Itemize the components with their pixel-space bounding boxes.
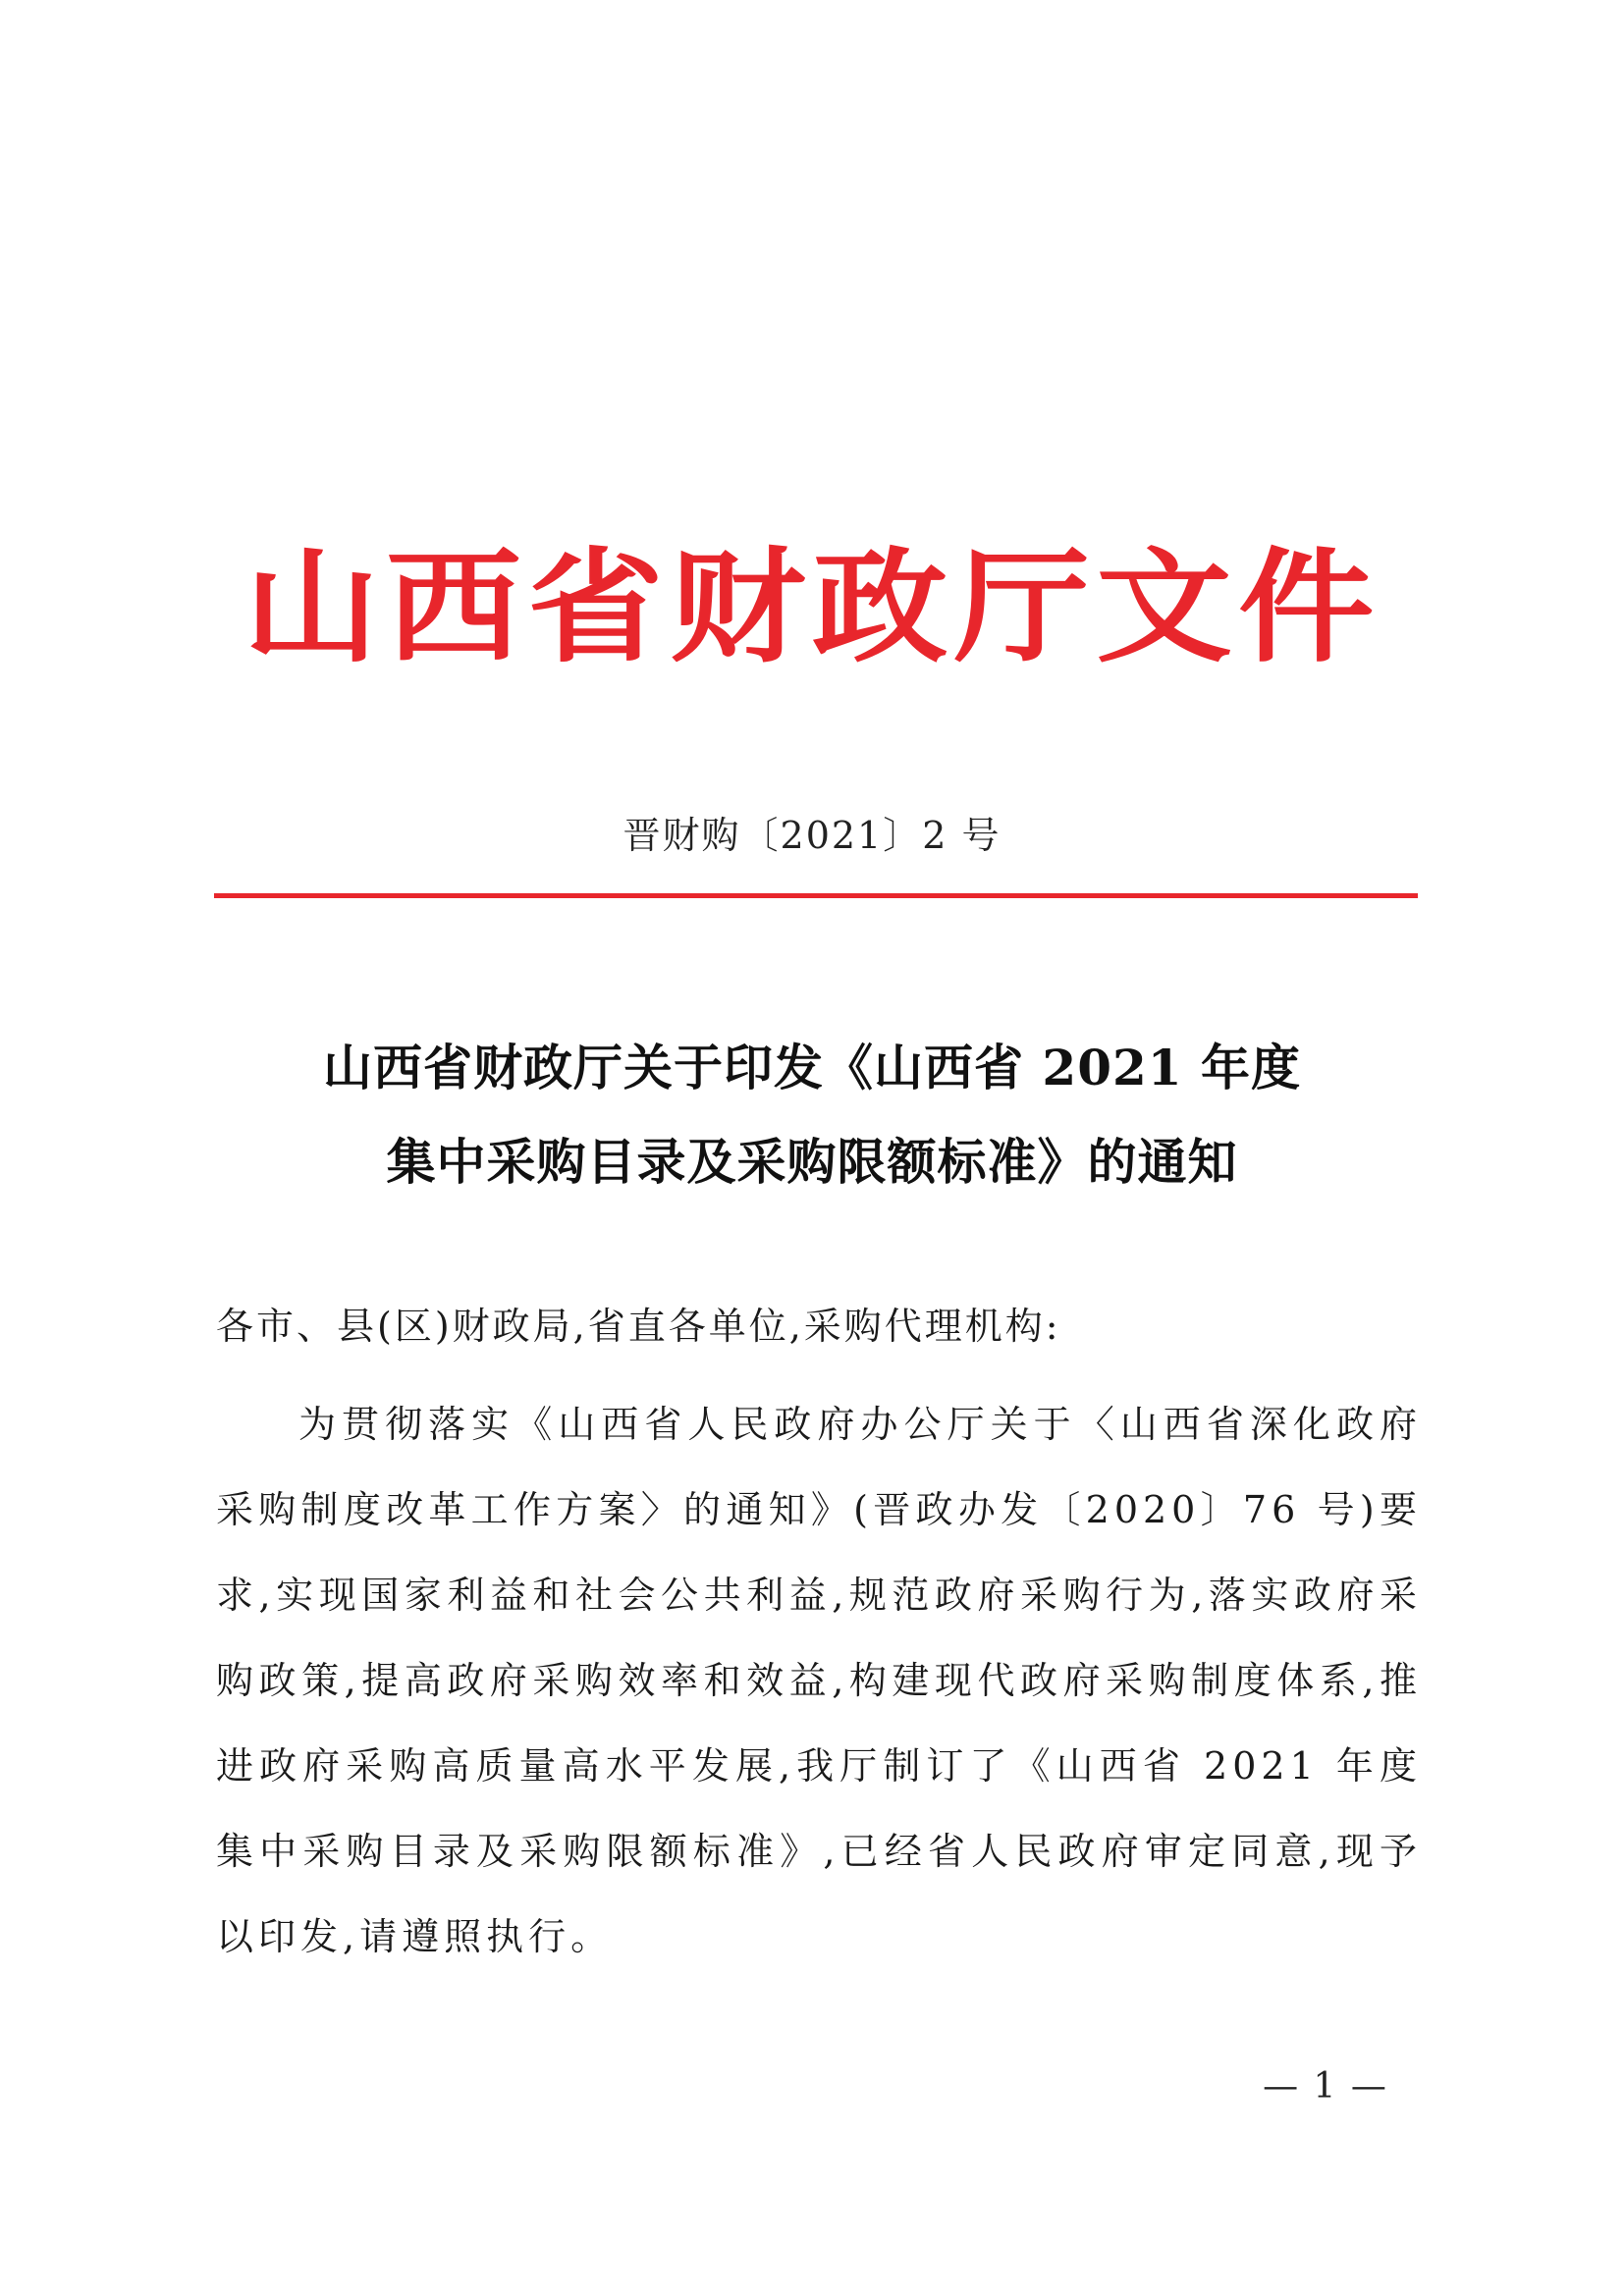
document-masthead: 山西省财政厅文件 — [244, 535, 1380, 680]
red-divider-line — [214, 893, 1418, 898]
document-title — [0, 1021, 1624, 1209]
title-line-1: 山西省财政厅关于印发《山西省 2021 年度 — [323, 1039, 1301, 1096]
document-number: 晋财购〔2021〕2 号 — [623, 814, 1001, 857]
title-line-2: 集中采购目录及采购限额标准》的通知 — [386, 1133, 1238, 1191]
page-number: — 1 — — [1263, 2066, 1388, 2107]
body-paragraph: 为贯彻落实《山西省人民政府办公厅关于〈山西省深化政府采购制度改革工作方案〉的通知》(晋政办发〔2020〕76 号)要求,实现国家利益和社会公共利益,规范政府采购行为,落实政府采购政策,提高政府采购效率和效益,构建现代政府采购制度体系,推进政府采购高质量高水平发展,我厅制订了《山西省 2021 年度集中采购目录及采购限额标准》,已经省人民政府审定同意,现予以印发,请遵照执行。 — [216, 1403, 1422, 1958]
salutation: 各市、县(区)财政局,省直各单位,采购代理机构: — [216, 1305, 1061, 1348]
